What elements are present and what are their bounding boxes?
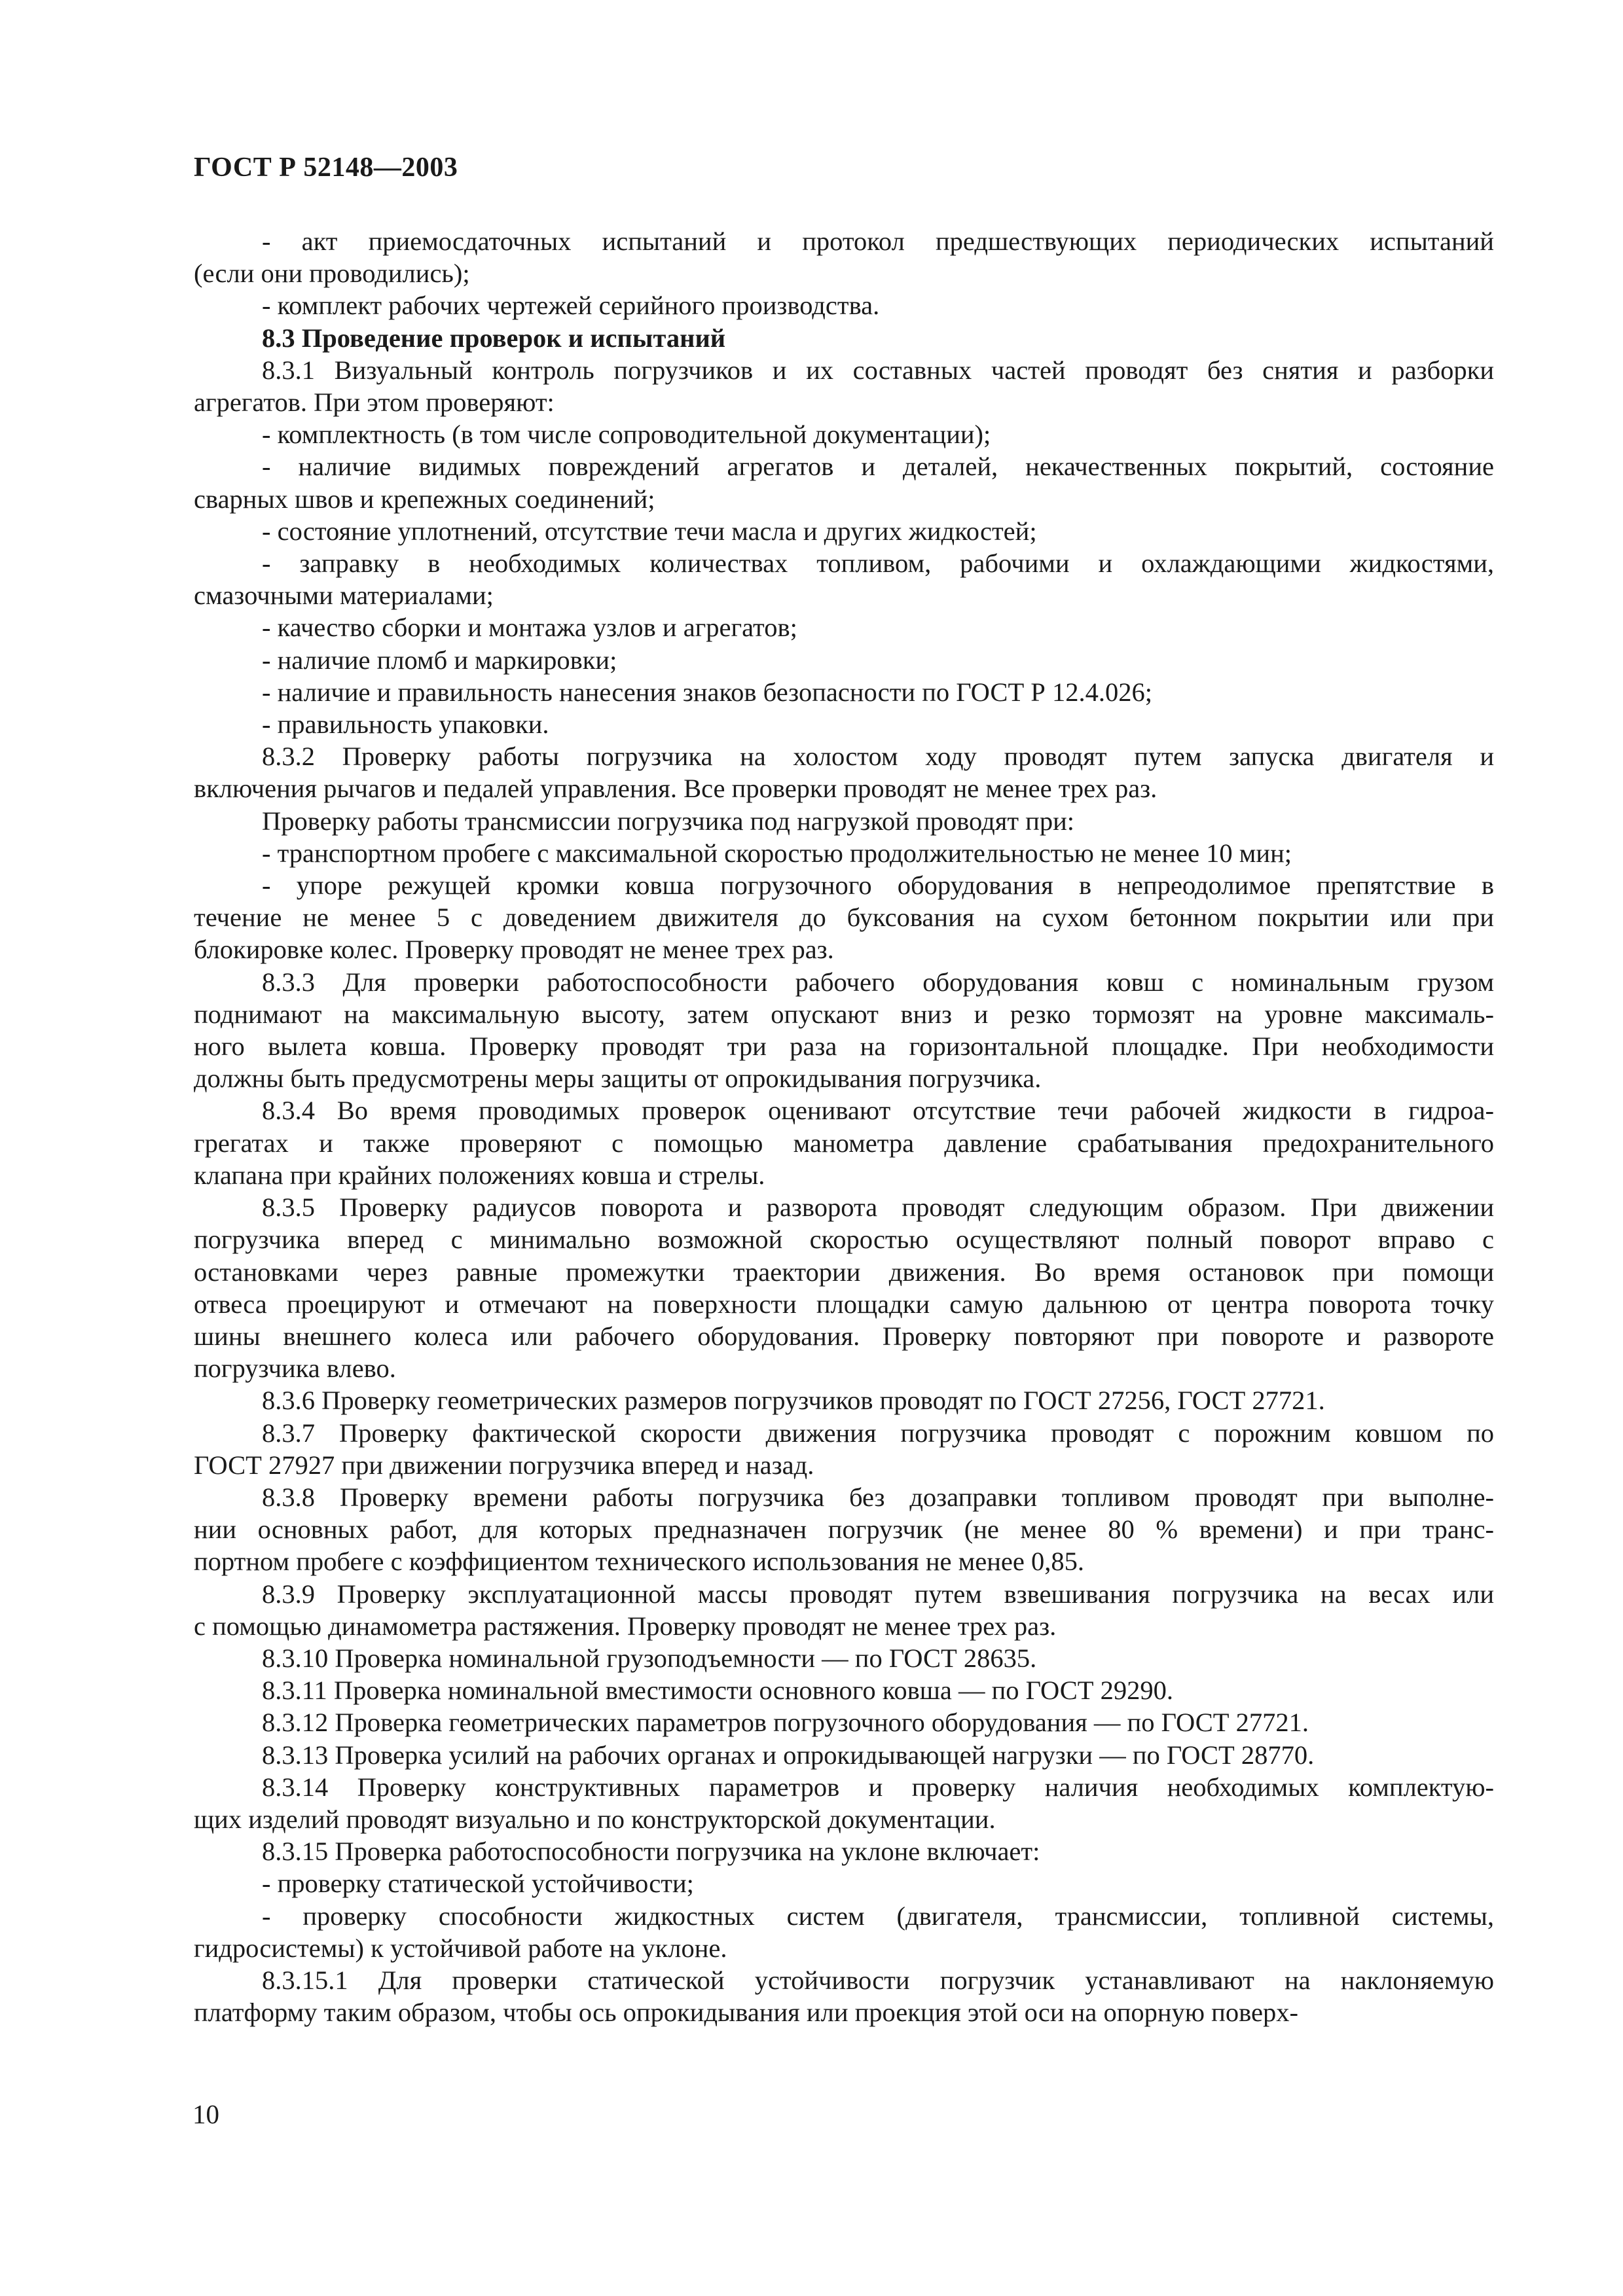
text-line: 8.3.15 Проверка работоспособности погрузчика на уклоне включает: (262, 1837, 1040, 1867)
text-line: нии основных работ, для которых предназначен погрузчик (не менее 80 % времени) и при транс- (194, 1515, 1494, 1545)
paragraph (194, 676, 1494, 708)
text-line: смазочными материалами; (194, 581, 494, 611)
text-line: 8.3.2 Проверку работы погрузчика на холостом ходу проводят путем запуска двигателя и (262, 742, 1494, 772)
paragraph (194, 837, 1494, 869)
text-line: - комплектность (в том числе сопроводительной документации); (262, 420, 991, 450)
paragraph (194, 1578, 1494, 1642)
paragraph (194, 354, 1494, 418)
text-line: блокировке колес. Проверку проводят не менее трех раз. (194, 935, 834, 965)
text-line: портном пробеге с коэффициентом технического использования не менее 0,85. (194, 1547, 1085, 1577)
text-line: - наличие и правильность нанесения знаков безопасности по ГОСТ Р 12.4.026; (262, 677, 1152, 707)
paragraph (194, 708, 1494, 740)
text-line: гидросистемы) к устойчивой работе на уклоне. (194, 1933, 727, 1963)
text-line: 8.3.10 Проверка номинальной грузоподъемности — по ГОСТ 28635. (262, 1643, 1037, 1673)
text-line: 8.3.3 Для проверки работоспособности рабочего оборудования ковш с номинальным грузом (262, 967, 1494, 997)
text-line: грегатах и также проверяют с помощью манометра давление срабатывания предохранительного (194, 1128, 1494, 1158)
paragraph (194, 740, 1494, 804)
paragraph (194, 1642, 1494, 1674)
text-line: - комплект рабочих чертежей серийного производства. (262, 291, 880, 321)
paragraph (194, 1191, 1494, 1384)
text-line: шины внешнего колеса или рабочего оборудования. Проверку повторяют при повороте и развороте (194, 1321, 1494, 1351)
text-line: с помощью динамометра растяжения. Проверку проводят не менее трех раз. (194, 1611, 1057, 1641)
text-line: - упоре режущей кромки ковша погрузочного оборудования в непреодолимое препятствие в (262, 870, 1494, 901)
text-line: сварных швов и крепежных соединений; (194, 484, 655, 514)
text-line: 8.3.9 Проверку эксплуатационной массы проводят путем взвешивания погрузчика на весах или (262, 1579, 1494, 1609)
text-line: 8.3.6 Проверку геометрических размеров погрузчиков проводят по ГОСТ 27256, ГОСТ 27721. (262, 1386, 1325, 1416)
paragraph (194, 418, 1494, 450)
paragraph (194, 1835, 1494, 1867)
text-line: платформу таким образом, чтобы ось опрокидывания или проекция этой оси на опорную поверх- (194, 1998, 1298, 2028)
paragraph (194, 1384, 1494, 1416)
paragraph (194, 1706, 1494, 1738)
text-line: агрегатов. При этом проверяют: (194, 387, 555, 418)
text-line: поднимают на максимальную высоту, затем опускают вниз и резко тормозят на уровне максималь- (194, 999, 1494, 1029)
paragraph (194, 611, 1494, 643)
text-line: - состояние уплотнений, отсутствие течи масла и других жидкостей; (262, 516, 1037, 546)
section-heading (194, 322, 1494, 354)
paragraph (194, 450, 1494, 514)
text-line: - акт приемосдаточных испытаний и протокол предшествующих периодических испытаний (262, 226, 1494, 256)
text-line: ГОСТ 27927 при движении погрузчика вперед и назад. (194, 1450, 814, 1480)
text-line: 8.3.4 Во время проводимых проверок оценивают отсутствие течи рабочей жидкости в гидроа- (262, 1096, 1494, 1126)
text-line: клапана при крайних положениях ковша и стрелы. (194, 1160, 765, 1190)
text-line: течение не менее 5 с доведением движителя до буксования на сухом бетонном покрытии или при (194, 903, 1494, 933)
text-line: 8.3.11 Проверка номинальной вместимости основного ковша — по ГОСТ 29290. (262, 1676, 1174, 1706)
text-line: 8.3.7 Проверку фактической скорости движения погрузчика проводят с порожним ковшом по (262, 1418, 1494, 1448)
text-line: отвеса проецируют и отмечают на поверхности площадки самую дальнюю от центра поворота точку (194, 1289, 1494, 1319)
text-line: 8.3.5 Проверку радиусов поворота и разворота проводят следующим образом. При движении (262, 1193, 1494, 1223)
paragraph (194, 869, 1494, 966)
paragraph (194, 515, 1494, 547)
text-line: ного вылета ковша. Проверку проводят три раза на горизонтальной площадке. При необходимости (194, 1031, 1494, 1062)
paragraph (194, 1417, 1494, 1481)
text-line: погрузчика влево. (194, 1354, 396, 1384)
paragraph (194, 805, 1494, 837)
paragraph (194, 1964, 1494, 2028)
document-body (194, 225, 1494, 2028)
section-heading-text: 8.3 Проведение проверок и испытаний (262, 323, 726, 353)
paragraph (194, 225, 1494, 289)
paragraph (194, 644, 1494, 676)
text-line: - проверку способности жидкостных систем (двигателя, трансмиссии, топливной системы, (262, 1901, 1494, 1931)
text-line: включения рычагов и педалей управления. Все проверки проводят не менее трех раз. (194, 774, 1158, 804)
text-line: - качество сборки и монтажа узлов и агрегатов; (262, 613, 797, 643)
text-line: - наличие видимых повреждений агрегатов и деталей, некачественных покрытий, состояние (262, 452, 1494, 482)
paragraph (194, 1674, 1494, 1706)
text-line: 8.3.15.1 Для проверки статической устойчивости погрузчик устанавливают на наклоняемую (262, 1965, 1494, 1995)
text-line: 8.3.12 Проверка геометрических параметров погрузочного оборудования — по ГОСТ 27721. (262, 1708, 1309, 1738)
document-code-header: ГОСТ Р 52148—2003 (194, 152, 458, 183)
text-line: - проверку статической устойчивости; (262, 1869, 694, 1899)
paragraph (194, 966, 1494, 1095)
text-line: остановками через равные промежутки траектории движения. Во время остановок при помощи (194, 1257, 1494, 1287)
text-line: - транспортном пробеге с максимальной скоростью продолжительностью не менее 10 мин; (262, 838, 1292, 868)
paragraph (194, 1481, 1494, 1578)
paragraph (194, 289, 1494, 321)
paragraph (194, 1867, 1494, 1899)
paragraph (194, 1900, 1494, 1964)
paragraph (194, 547, 1494, 611)
paragraph (194, 1094, 1494, 1191)
text-line: - правильность упаковки. (262, 709, 549, 740)
text-line: щих изделий проводят визуально и по конструкторской документации. (194, 1804, 996, 1834)
text-line: 8.3.14 Проверку конструктивных параметров и проверку наличия необходимых комплектую- (262, 1772, 1494, 1802)
text-line: 8.3.1 Визуальный контроль погрузчиков и их составных частей проводят без снятия и разборки (262, 355, 1494, 385)
text-line: (если они проводились); (194, 259, 470, 289)
page-number: 10 (192, 2099, 219, 2129)
paragraph (194, 1739, 1494, 1771)
text-line: погрузчика вперед с минимально возможной скоростью осуществляют полный поворот вправо с (194, 1225, 1494, 1255)
text-line: - наличие пломб и маркировки; (262, 645, 617, 675)
text-line: Проверку работы трансмиссии погрузчика под нагрузкой проводят при: (262, 806, 1075, 836)
paragraph (194, 1771, 1494, 1835)
text-line: - заправку в необходимых количествах топливом, рабочими и охлаждающими жидкостями, (262, 548, 1494, 579)
text-line: должны быть предусмотрены меры защиты от опрокидывания погрузчика. (194, 1064, 1042, 1094)
text-line: 8.3.8 Проверку времени работы погрузчика без дозаправки топливом проводят при выполне- (262, 1482, 1494, 1512)
text-line: 8.3.13 Проверка усилий на рабочих органах и опрокидывающей нагрузки — по ГОСТ 28770. (262, 1740, 1315, 1770)
